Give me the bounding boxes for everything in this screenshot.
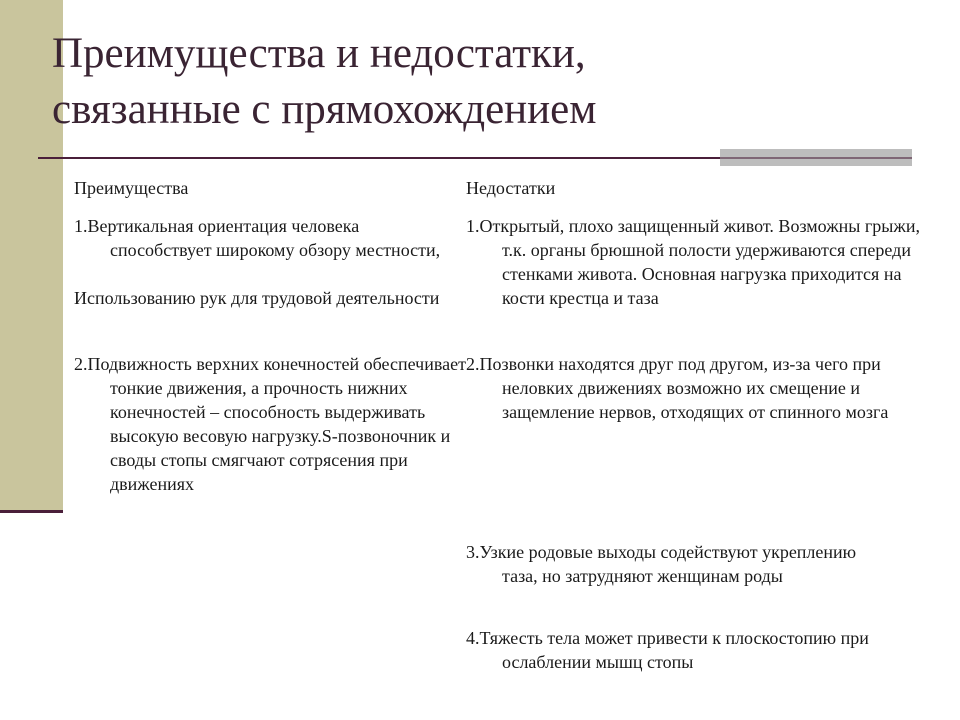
disadvantage-item-3: 3.Узкие родовые выходы содействуют укреплению таза, но затрудняют женщинам роды	[466, 542, 857, 586]
advantages-heading: Преимущества	[74, 178, 189, 198]
advantage-item-1b: Использованию рук для трудовой деятельности	[74, 288, 440, 308]
advantage-item-2: 2.Подвижность верхних конечностей обеспечивает тонкие движения, а прочность нижних конечностей – способность выдерживать высокую весовую нагрузку.S-позвоночник и своды стопы смягчают сотрясения при движениях	[74, 354, 466, 494]
side-bar-underline	[0, 510, 63, 513]
title-divider-accent	[720, 149, 912, 166]
advantage-item-1: 1.Вертикальная ориентация человека способствует широкому обзору местности,	[74, 216, 441, 260]
title-line-1: Преимущества и недостатки,	[52, 30, 586, 77]
title-line-2: связанные с прямохождением	[52, 86, 597, 133]
disadvantage-item-1: 1.Открытый, плохо защищенный живот. Возможны грыжи, т.к. органы брюшной полости удерживаются спереди стенками живота. Основная нагрузка приходится на кости крестца и таза	[466, 216, 920, 308]
disadvantage-item-2: 2.Позвонки находятся друг под другом, из-за чего при неловких движениях возможно их смещение и защемление нервов, отходящих от спинного мозга	[466, 354, 889, 422]
slide-title	[52, 26, 912, 138]
disadvantages-heading: Недостатки	[466, 178, 556, 198]
disadvantage-item-4: 4.Тяжесть тела может привести к плоскостопию при ослаблении мышц стопы	[466, 628, 869, 672]
